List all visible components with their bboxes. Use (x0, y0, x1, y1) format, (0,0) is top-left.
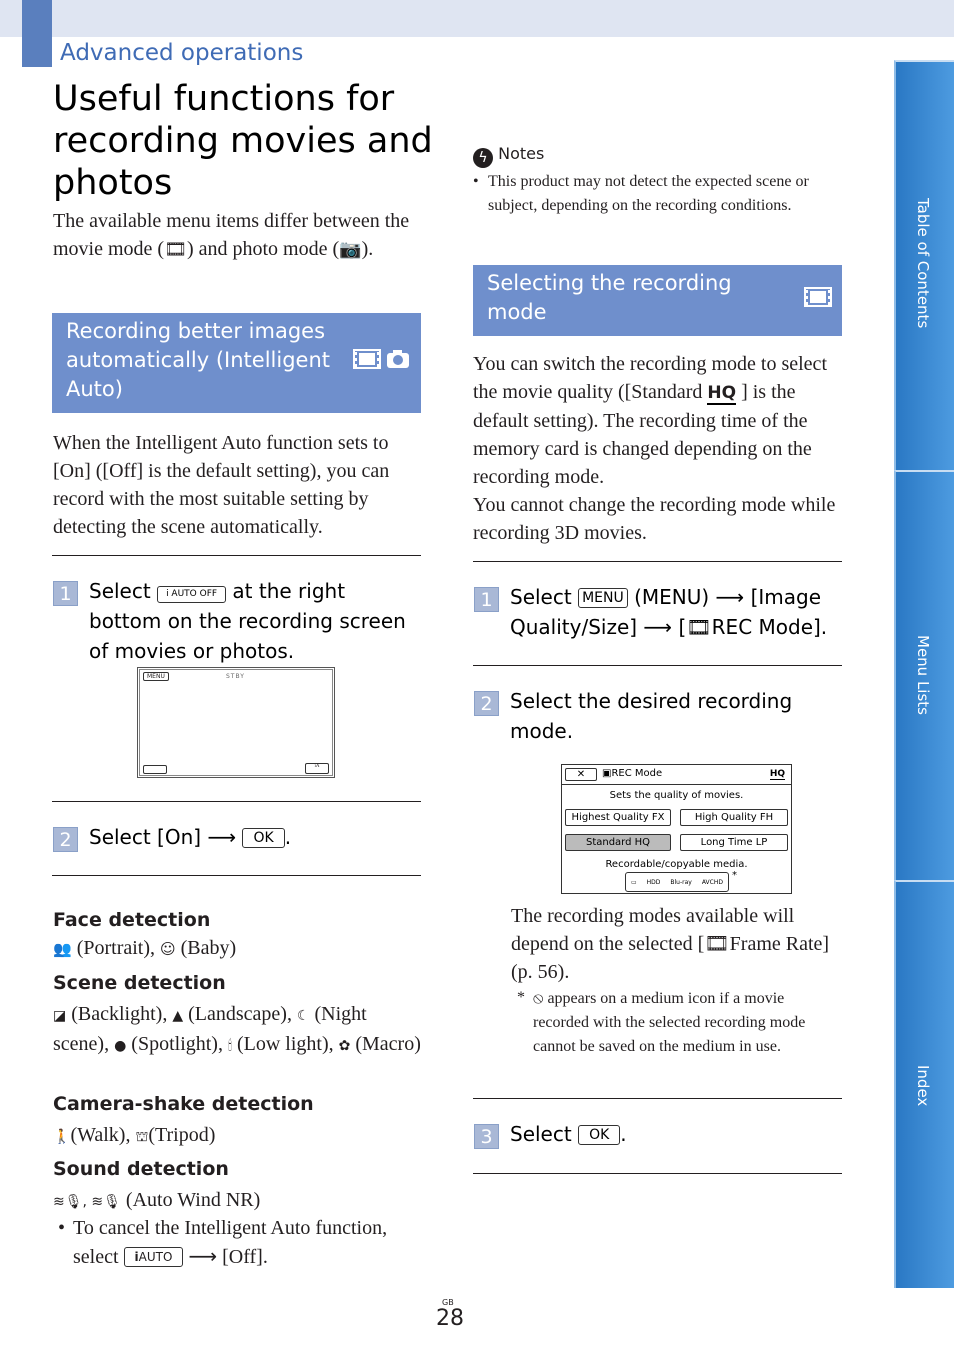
camera-icon: 📷 (339, 239, 362, 260)
tripod-icon: ⛫ (135, 1129, 149, 1145)
hq-icon: HQ (707, 383, 737, 403)
divider (52, 801, 421, 802)
scene-detection-items: ◪ (Backlight), ▲ (Landscape), ☾ (Night scene), ● (Spotlight), 🕯 (Low light), ✿ (Macro) (53, 1003, 421, 1055)
movie-icon: 🎞 (164, 239, 187, 260)
arrow-icon: ⟶ (188, 1244, 218, 1268)
page-number: 28 (436, 1306, 464, 1331)
cancel-note: • To cancel the Intelligent Auto function, select iAUTO ⟶ [Off]. (58, 1217, 388, 1268)
close-button[interactable]: ✕ (565, 768, 597, 781)
step-number: 2 (474, 691, 499, 716)
ok-button[interactable]: OK (242, 828, 284, 848)
rec-mode-title: ▣REC Mode (602, 768, 663, 779)
section-box-intelligent-auto (52, 313, 421, 413)
baby-icon: ☺ (160, 940, 176, 958)
step-1-text: Select i AUTO OFF at the right bottom on the recording screen of movies or photos. (89, 579, 406, 663)
high-quality-button[interactable]: High Quality FH (680, 809, 788, 826)
standby-label: STBY (226, 673, 245, 680)
divider (473, 1098, 842, 1099)
tab-label: Index (914, 1065, 932, 1107)
movie-icon: 🎞 (686, 615, 712, 639)
notes-heading: ϟ Notes (473, 144, 544, 168)
tab-menu-lists[interactable] (894, 470, 954, 880)
landscape-icon: ▲ (172, 1008, 184, 1024)
hdd-icon: HDD (646, 878, 661, 886)
camera-shake-items: 🚶(Walk), ⛫(Tripod) (53, 1124, 216, 1146)
section-box-title: Selecting the recording mode (487, 271, 732, 324)
bluray-icon: Blu-ray (670, 878, 692, 886)
movie-icon (804, 286, 832, 316)
rec-mode-screen-diagram (561, 764, 792, 894)
arrow-icon: ⟶ (643, 615, 673, 639)
step-number: 1 (474, 587, 499, 612)
standard-button[interactable]: Standard HQ (565, 834, 671, 851)
current-mode-badge: HQ (769, 769, 785, 779)
intelligent-auto-description: When the Intelligent Auto function sets to [On] ([Off] is the default setting), you can record with the most suitable setting by detecting the scene automatically. (53, 432, 390, 538)
section-box-title: Recording better images automatically (Intelligent Auto) (66, 319, 330, 401)
header-bar (0, 0, 954, 37)
step-number: 3 (474, 1124, 499, 1149)
intelligent-auto-off-button[interactable]: i AUTO OFF (157, 586, 226, 603)
divider (473, 1173, 842, 1174)
sound-detection-items: ≋🎙, ≋🎙 (Auto Wind NR) (53, 1189, 261, 1211)
menu-button[interactable]: MENU (578, 588, 628, 608)
memory-card-icon: ▭ (630, 878, 637, 886)
portrait-icon: 👥 (53, 940, 72, 958)
footnote-star: * (732, 870, 737, 881)
intro-text: The available menu items differ between the movie mode (🎞) and photo mode (📷). (53, 210, 410, 260)
scene-detection-heading: Scene detection (53, 972, 226, 994)
face-detection-heading: Face detection (53, 909, 211, 931)
long-time-button[interactable]: Long Time LP (680, 834, 788, 851)
arrow-icon: ⟶ (715, 585, 745, 609)
step-3-text: Select OK . (510, 1122, 627, 1146)
ok-button[interactable]: OK (578, 1125, 620, 1145)
header-accent (22, 0, 52, 67)
macro-icon: ✿ (338, 1038, 351, 1054)
notes-item: • This product may not detect the expected scene or subject, depending on the recording conditions. (473, 173, 809, 214)
divider (52, 875, 421, 876)
recording-mode-description: You can switch the recording mode to select the movie quality ([Standard HQ ] is the default setting). The recording time of the memory card is changed depending on the recording mode. You cannot change the recording mode while recording 3D movies. (473, 353, 836, 544)
arrow-icon: ⟶ (207, 825, 237, 849)
tab-table-of-contents[interactable] (894, 60, 954, 470)
recording-screen-diagram (137, 667, 335, 778)
section-label: Advanced operations (60, 40, 304, 66)
face-detection-items: 👥 (Portrait), ☺ (Baby) (53, 937, 237, 959)
sound-detection-heading: Sound detection (53, 1158, 229, 1180)
media-label: Recordable/copyable media. (605, 859, 748, 870)
spotlight-icon: ● (114, 1038, 127, 1054)
divider (473, 561, 842, 562)
avchd-icon: AVCHD (701, 878, 723, 886)
step-number: 1 (53, 581, 78, 606)
movie-photo-icons (353, 348, 411, 378)
wind-nr-icon: ≋🎙, ≋🎙 (53, 1194, 121, 1210)
divider (473, 665, 842, 666)
prohibited-icon: ⦸ (533, 988, 544, 1007)
low-light-icon: 🕯 (227, 1038, 232, 1054)
page-title: Useful functions for recording movies and photos (53, 79, 433, 203)
divider (52, 555, 421, 556)
highest-quality-button[interactable]: Highest Quality FX (565, 809, 671, 826)
section-box-recording-mode (473, 265, 842, 336)
walk-icon: 🚶 (53, 1129, 71, 1145)
camera-shake-heading: Camera-shake detection (53, 1093, 314, 1115)
region-label: GB (442, 1298, 454, 1307)
tab-label: Table of Contents (914, 198, 932, 329)
backlight-icon: ◪ (53, 1008, 67, 1024)
footnote: * ⦸ appears on a medium icon if a movie recorded with the selected recording mode cannot be saved on the medium in use. (517, 988, 806, 1055)
menu-button[interactable]: MENU (143, 672, 169, 681)
step-number: 2 (53, 827, 78, 852)
step-2-text: Select the desired recording mode. (510, 689, 793, 743)
night-scene-icon: ☾ (296, 1008, 310, 1024)
movie-icon: 🎞 (704, 933, 730, 955)
rec-mode-note: The recording modes available will depend on the selected [🎞Frame Rate] (p. 56). (511, 905, 830, 983)
notes-icon: ϟ (473, 148, 493, 168)
intelligent-auto-button[interactable]: iAUTO (124, 1247, 184, 1267)
tab-index[interactable] (894, 880, 954, 1288)
rec-mode-subtitle: Sets the quality of movies. (609, 790, 744, 801)
media-icons (625, 872, 729, 892)
intelligent-auto-icon[interactable]: iA (305, 763, 329, 774)
playback-button[interactable] (143, 765, 167, 774)
tab-label: Menu Lists (914, 635, 932, 715)
step-2-text: Select [On] ⟶ OK . (89, 825, 292, 849)
step-1-text: Select MENU (MENU) ⟶ [Image Quality/Size] ⟶ [🎞REC Mode]. (510, 585, 828, 639)
